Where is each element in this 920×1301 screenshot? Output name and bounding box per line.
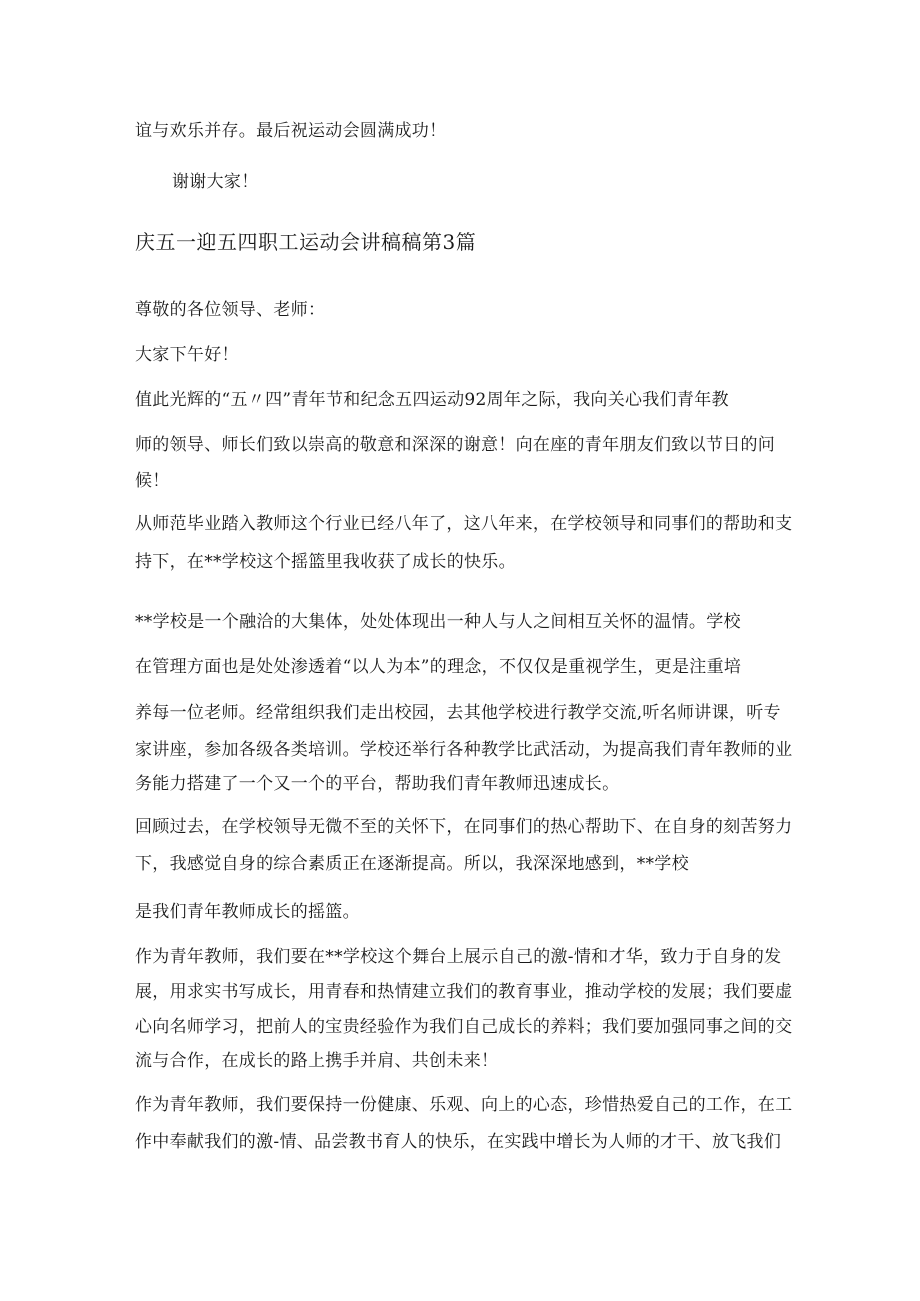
paragraph-line: 回顾过去，在学校领导无微不至的关怀下，在同事们的热心帮助下、在自身的刻苦努力 (135, 817, 793, 837)
paragraph-line: 作为青年教师，我们要在**学校这个舞台上展示自己的激-情和才华，致力于自身的发 (135, 947, 782, 967)
paragraph-line: 是我们青年教师成长的摇篮。 (135, 902, 360, 922)
paragraph-line: 候！ (135, 471, 170, 491)
section-heading: 庆五一迎五四职工运动会讲稿稿第3篇 (135, 230, 477, 254)
paragraph-line: 流与合作，在成长的路上携手并肩、共创未来！ (135, 1051, 499, 1071)
paragraph-line: 从师范毕业踏入教师这个行业已经八年了，这八年来，在学校领导和同事们的帮助和支 (135, 514, 793, 534)
paragraph-line: 谊与欢乐并存。最后祝运动会圆满成功！ (135, 121, 447, 141)
paragraph-line: **学校是一个融洽的大集体，处处体现出一种人与人之间相互关怀的温情。学校 (135, 612, 741, 632)
greeting: 大家下午好！ (135, 345, 239, 365)
paragraph-line: 作中奉献我们的激-情、品尝教书育人的快乐，在实践中增长为人师的才干、放飞我们 (135, 1132, 782, 1152)
paragraph-line: 务能力搭建了一个又一个的平台，帮助我们青年教师迅速成长。 (135, 774, 620, 794)
salutation: 尊敬的各位领导、老师： (135, 300, 326, 320)
paragraph-line: 师的领导、师长们致以崇高的敬意和深深的谢意！向在座的青年朋友们致以节日的问 (135, 435, 776, 455)
paragraph-line: 养每一位老师。经常组织我们走出校园，去其他学校进行教学交流,听名师讲课，听专 (135, 703, 781, 723)
paragraph-line: 展，用求实书写成长，用青春和热情建立我们的教育事业，推动学校的发展；我们要虚 (135, 982, 793, 1002)
paragraph-line: 谢谢大家！ (172, 172, 259, 192)
paragraph-line: 心向名师学习，把前人的宝贵经验作为我们自己成长的养料；我们要加强同事之间的交 (135, 1017, 793, 1037)
paragraph-line: 下，我感觉自身的综合素质正在逐渐提高。所以，我深深地感到，**学校 (135, 854, 689, 874)
paragraph-line: 作为青年教师，我们要保持一份健康、乐观、向上的心态，珍惜热爱自己的工作，在工 (135, 1095, 793, 1115)
paragraph-line: 持下，在**学校这个摇篮里我收获了成长的快乐。 (135, 552, 516, 572)
paragraph-line: 家讲座，参加各级各类培训。学校还举行各种教学比武活动，为提高我们青年教师的业 (135, 740, 793, 760)
paragraph-line: 在管理方面也是处处渗透着“以人为本”的理念，不仅仅是重视学生，更是注重培 (135, 657, 742, 677)
paragraph-line: 值此光辉的“五〃四”青年节和纪念五四运动92周年之际，我向关心我们青年教 (135, 390, 729, 410)
